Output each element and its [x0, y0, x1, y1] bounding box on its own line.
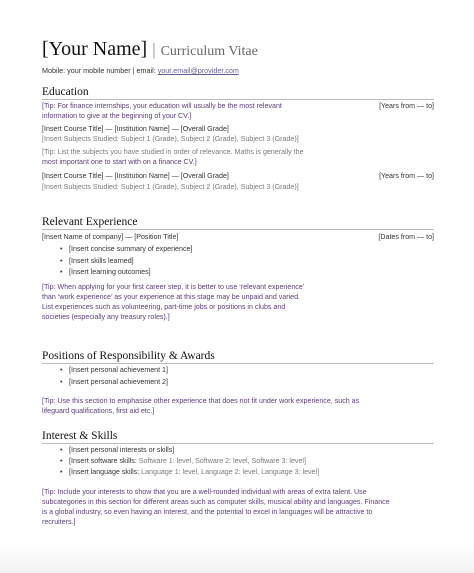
section-title-interests: Interest & Skills [42, 430, 118, 442]
experience-tip-line-3: List experiences such as volunteering, part-time jobs or positions in clubs and [42, 303, 286, 311]
section-title-experience: Relevant Experience [42, 216, 138, 228]
bullet-icon: • [60, 457, 63, 465]
list-item-label: [Insert software skills: [69, 457, 139, 465]
list-item-text: [Insert learning outcomes] [69, 268, 151, 276]
list-item-detail: Language 1: level, Language 2: level, Language 3: level] [141, 468, 320, 476]
bullet-icon: • [60, 446, 63, 454]
list-item [60, 457, 306, 467]
education-dates-2: [Years from — to] [379, 172, 434, 180]
section-title-positions: Positions of Responsibility & Awards [42, 350, 215, 362]
education-tip-2-line-1: [Tip: List the subjects you have studied in order of relevance. Maths is generally the [42, 148, 304, 156]
experience-dates: [Dates from — to] [378, 233, 434, 241]
experience-tip-line-4: societies (especially any treasury roles).] [42, 313, 170, 321]
experience-role: [Insert Name of company] — [Position Title] [42, 233, 179, 241]
interests-tip-line-2: subcategories in this section for different areas such as computer skills, musical ability and languages. Finance [42, 498, 390, 506]
list-item-text: [Insert personal interests or skills] [69, 446, 175, 454]
list-item [60, 378, 168, 388]
list-item [60, 468, 319, 478]
list-item [60, 257, 134, 267]
email-link[interactable]: your.email@provider.com [157, 66, 239, 75]
bullet-icon: • [60, 268, 63, 276]
list-item [60, 366, 168, 376]
title-separator: | [152, 40, 156, 59]
education-course-2: [Insert Course Title] — [Institution Name] — [Overall Grade] [42, 172, 229, 180]
list-item-detail: Software 1: level, Software 2: level, Software 3: level] [138, 457, 306, 465]
list-item-text: [Insert personal achievement 2] [69, 378, 168, 386]
education-tip-1-line-2: information to give at the beginning of your CV.] [42, 112, 192, 120]
document-title: Curriculum Vitae [160, 44, 258, 59]
list-item-text: [Insert concise summary of experience] [69, 245, 193, 253]
bullet-icon: • [60, 257, 63, 265]
education-dates-1: [Years from — to] [379, 102, 434, 110]
education-tip-1-line-1: [Tip: For finance internships, your education will usually be the most relevant [42, 102, 282, 110]
list-item [60, 268, 151, 278]
cv-header [42, 38, 258, 61]
experience-tip-line-1: [Tip: When applying for your first career step, it is better to use ‘relevant experience’ [42, 283, 305, 291]
interests-tip-line-3: is a global industry, so even having an interest, and the potential to excel in languages will be attractive to [42, 508, 373, 516]
bullet-icon: • [60, 468, 63, 476]
page-bottom-fade [0, 545, 474, 573]
list-item [60, 446, 174, 456]
candidate-name: [Your Name] [42, 38, 148, 60]
education-course-1: [Insert Course Title] — [Institution Name] — [Overall Grade] [42, 125, 229, 133]
list-item-text: [Insert personal achievement 1] [69, 366, 168, 374]
section-rule [42, 229, 434, 230]
education-subjects-2: [Insert Subjects Studied: Subject 1 (Grade), Subject 2 (Grade), Subject 3 (Grade)] [42, 183, 299, 191]
section-rule [42, 363, 434, 364]
experience-tip-line-2: than ‘work experience’ as your experience at this stage may be unpaid and varied. [42, 293, 301, 301]
section-title-education: Education [42, 86, 89, 98]
education-tip-2-line-2: most important one to start with on a finance CV.] [42, 158, 197, 166]
bullet-icon: • [60, 245, 63, 253]
section-rule [42, 99, 434, 100]
interests-tip-line-4: recruiters.] [42, 518, 76, 526]
bullet-icon: • [60, 366, 63, 374]
section-rule [42, 443, 434, 444]
positions-tip-line-2: lifeguard qualifications, first aid etc.] [42, 407, 155, 415]
list-item [60, 245, 192, 255]
education-subjects-1: [Insert Subjects Studied: Subject 1 (Grade), Subject 2 (Grade), Subject 3 (Grade)] [42, 135, 299, 143]
contact-text: Mobile: your mobile number | email: [42, 66, 158, 75]
list-item-text: [Insert skills learned] [69, 257, 134, 265]
positions-tip-line-1: [Tip: Use this section to emphasise other experience that does not fit under work experience, such as [42, 397, 360, 405]
interests-tip-line-1: [Tip: Include your interests to show that you are a well-rounded individual with areas of extra talent. Use [42, 488, 367, 496]
bullet-icon: • [60, 378, 63, 386]
contact-line [42, 66, 239, 75]
list-item-label: [Insert language skills: [69, 468, 142, 476]
